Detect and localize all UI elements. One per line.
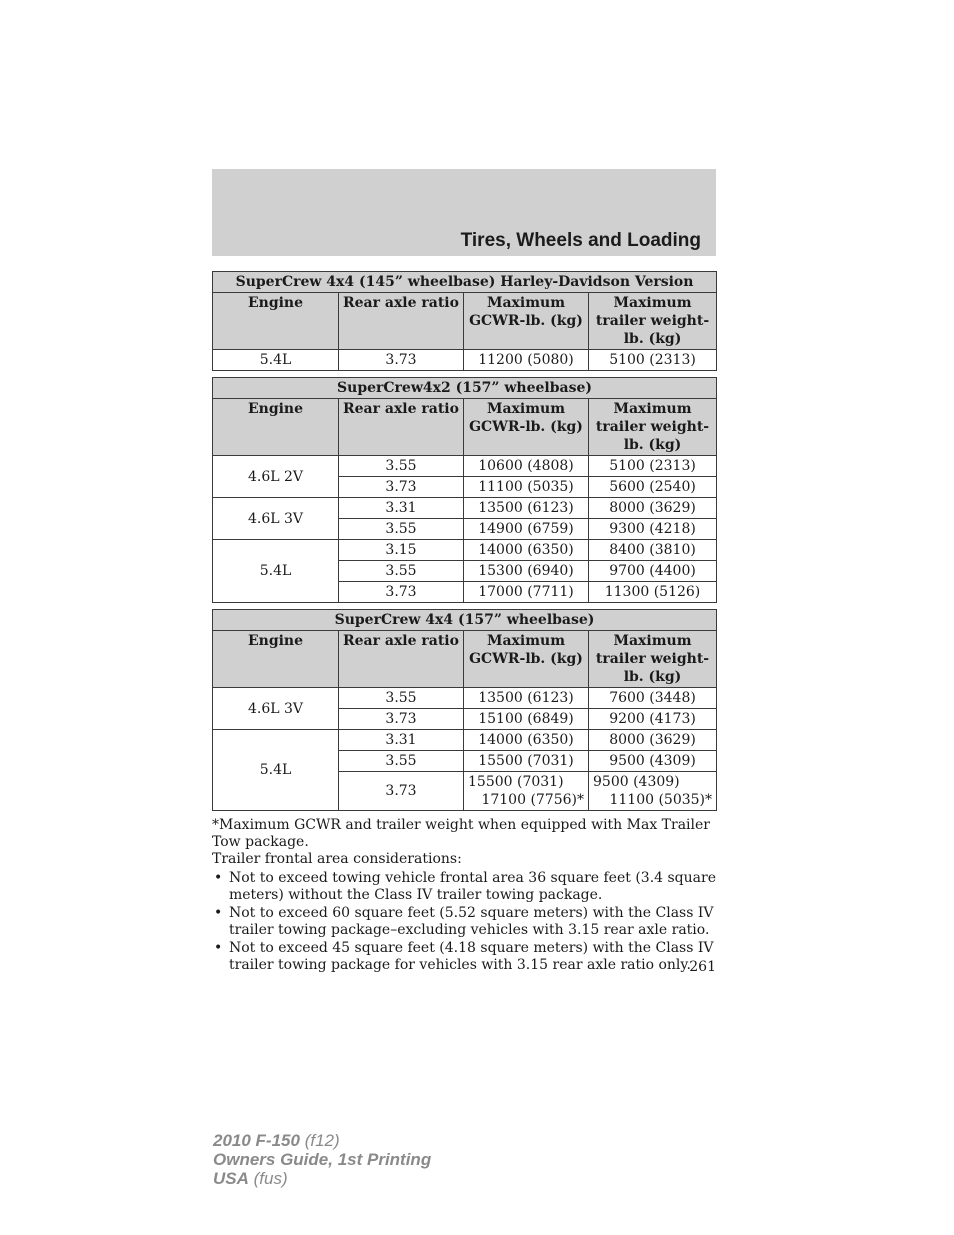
footer	[213, 1131, 431, 1188]
axle-ratio-cell: 3.73	[339, 477, 464, 498]
column-header-gcwr: Maximum GCWR-lb. (kg)	[464, 293, 589, 350]
table-caption-row	[213, 272, 717, 293]
column-header-axle: Rear axle ratio	[339, 631, 464, 688]
trailer-cell: 9200 (4173)	[589, 709, 717, 730]
engine-cell: 4.6L 3V	[213, 498, 339, 540]
trailer-max-tow: 11100 (5035)*	[609, 792, 713, 808]
table-header-row	[213, 631, 717, 688]
engine-cell: 4.6L 2V	[213, 456, 339, 498]
axle-ratio-cell: 3.55	[339, 456, 464, 477]
axle-ratio-cell: 3.31	[339, 730, 464, 751]
gcwr-cell: 14900 (6759)	[464, 519, 589, 540]
considerations-list	[212, 870, 716, 974]
spec-tables	[212, 271, 716, 811]
table-row	[213, 350, 717, 371]
footer-region: USA	[213, 1169, 249, 1188]
trailer-cell: 5600 (2540)	[589, 477, 717, 498]
column-header-engine: Engine	[213, 399, 339, 456]
column-header-engine: Engine	[213, 293, 339, 350]
gcwr-standard: 15500 (7031)	[468, 774, 564, 790]
trailer-cell: 5100 (2313)	[589, 456, 717, 477]
list-item-text: Not to exceed towing vehicle frontal area 36 square feet (3.4 square meters) without the Class IV trailer towing package.	[229, 870, 716, 903]
axle-ratio-cell: 3.73	[339, 582, 464, 603]
table-row	[213, 540, 717, 561]
gcwr-cell	[464, 772, 589, 811]
trailer-cell: 5100 (2313)	[589, 350, 717, 371]
table-caption: SuperCrew4x2 (157” wheelbase)	[213, 378, 717, 399]
trailer-cell: 9700 (4400)	[589, 561, 717, 582]
column-header-trailer: Maximum trailer weight-lb. (kg)	[589, 293, 717, 350]
engine-cell: 5.4L	[213, 730, 339, 811]
trailer-cell: 8000 (3629)	[589, 730, 717, 751]
trailer-cell: 8000 (3629)	[589, 498, 717, 519]
list-item-text: Not to exceed 45 square feet (4.18 square meters) with the Class IV trailer towing package for vehicles with 3.15 rear axle ratio only.	[229, 940, 714, 973]
gcwr-cell: 15300 (6940)	[464, 561, 589, 582]
column-header-trailer: Maximum trailer weight-lb. (kg)	[589, 631, 717, 688]
bullet-icon: •	[214, 905, 223, 921]
table-row	[213, 730, 717, 751]
footer-model-code: (f12)	[304, 1131, 340, 1150]
gcwr-cell: 11100 (5035)	[464, 477, 589, 498]
trailer-standard: 9500 (4309)	[593, 774, 680, 790]
spec-table	[212, 271, 717, 371]
gcwr-cell: 17000 (7711)	[464, 582, 589, 603]
trailer-cell: 8400 (3810)	[589, 540, 717, 561]
gcwr-cell: 10600 (4808)	[464, 456, 589, 477]
engine-cell: 5.4L	[213, 350, 339, 371]
table-header-row	[213, 293, 717, 350]
asterisk-note: *Maximum GCWR and trailer weight when equipped with Max Trailer Tow package.	[212, 817, 710, 850]
axle-ratio-cell: 3.15	[339, 540, 464, 561]
header-band	[212, 169, 716, 256]
table-row	[213, 498, 717, 519]
footer-region-line	[213, 1169, 431, 1188]
trailer-cell	[589, 772, 717, 811]
considerations-heading: Trailer frontal area considerations:	[212, 851, 462, 867]
column-header-axle: Rear axle ratio	[339, 399, 464, 456]
axle-ratio-cell: 3.55	[339, 688, 464, 709]
axle-ratio-cell: 3.55	[339, 751, 464, 772]
list-item-text: Not to exceed 60 square feet (5.52 square meters) with the Class IV trailer towing package–excluding vehicles with 3.15 rear axle ratio.	[229, 905, 714, 938]
axle-ratio-cell: 3.73	[339, 709, 464, 730]
gcwr-cell: 14000 (6350)	[464, 540, 589, 561]
trailer-cell: 9300 (4218)	[589, 519, 717, 540]
column-header-gcwr: Maximum GCWR-lb. (kg)	[464, 631, 589, 688]
trailer-cell: 7600 (3448)	[589, 688, 717, 709]
bullet-icon: •	[214, 940, 223, 956]
spec-table	[212, 609, 717, 811]
spec-table	[212, 377, 717, 603]
gcwr-cell: 14000 (6350)	[464, 730, 589, 751]
gcwr-cell: 15100 (6849)	[464, 709, 589, 730]
table-row	[213, 456, 717, 477]
gcwr-cell: 13500 (6123)	[464, 498, 589, 519]
footer-model-line	[213, 1131, 431, 1150]
footer-guide-line	[213, 1150, 431, 1169]
gcwr-cell: 11200 (5080)	[464, 350, 589, 371]
list-item	[212, 940, 716, 974]
column-header-trailer: Maximum trailer weight-lb. (kg)	[589, 399, 717, 456]
table-caption: SuperCrew 4x4 (157” wheelbase)	[213, 610, 717, 631]
axle-ratio-cell: 3.73	[339, 350, 464, 371]
column-header-engine: Engine	[213, 631, 339, 688]
column-header-axle: Rear axle ratio	[339, 293, 464, 350]
trailer-split	[593, 773, 712, 809]
trailer-cell: 9500 (4309)	[589, 751, 717, 772]
engine-cell: 4.6L 3V	[213, 688, 339, 730]
column-header-gcwr: Maximum GCWR-lb. (kg)	[464, 399, 589, 456]
list-item	[212, 870, 716, 904]
gcwr-split	[468, 773, 584, 809]
page-number: 261	[689, 959, 716, 975]
bullet-icon: •	[214, 870, 223, 886]
list-item	[212, 905, 716, 939]
footer-region-code: (fus)	[253, 1169, 288, 1188]
axle-ratio-cell: 3.73	[339, 772, 464, 811]
axle-ratio-cell: 3.55	[339, 561, 464, 582]
gcwr-cell: 15500 (7031)	[464, 751, 589, 772]
table-row	[213, 688, 717, 709]
table-caption-row	[213, 378, 717, 399]
table-caption-row	[213, 610, 717, 631]
engine-cell: 5.4L	[213, 540, 339, 603]
axle-ratio-cell: 3.55	[339, 519, 464, 540]
gcwr-cell: 13500 (6123)	[464, 688, 589, 709]
table-caption: SuperCrew 4x4 (145” wheelbase) Harley-Davidson Version	[213, 272, 717, 293]
section-title: Tires, Wheels and Loading	[460, 230, 701, 251]
content	[212, 271, 716, 975]
footer-guide: Owners Guide, 1st Printing	[213, 1150, 432, 1169]
gcwr-max-tow: 17100 (7756)*	[481, 792, 584, 808]
trailer-cell: 11300 (5126)	[589, 582, 717, 603]
table-header-row	[213, 399, 717, 456]
footer-model: 2010 F-150	[213, 1131, 300, 1150]
axle-ratio-cell: 3.31	[339, 498, 464, 519]
